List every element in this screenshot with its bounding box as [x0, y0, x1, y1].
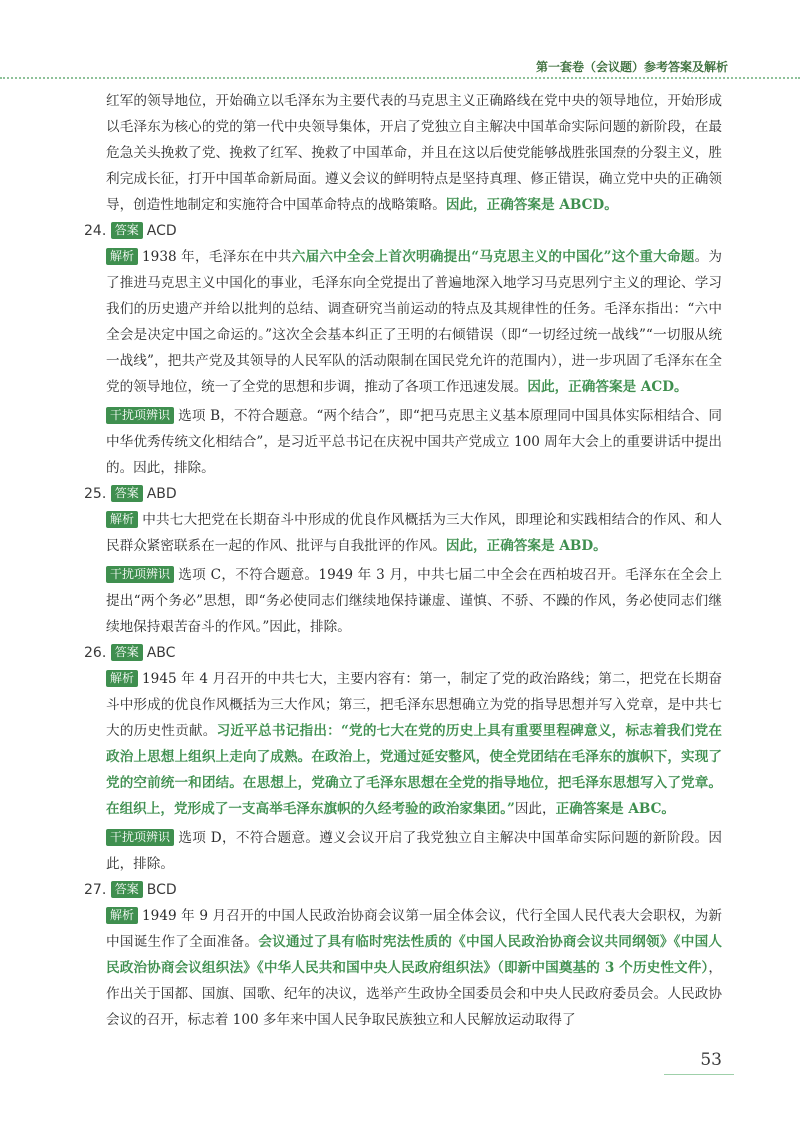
q24-highlight: 六届六中全会上首次明确提出“马克思主义的中国化”这个重大命题 [291, 249, 695, 265]
q26-answer: ABC [146, 645, 176, 661]
q24-number: 24. [84, 223, 107, 239]
q26-analysis [82, 666, 722, 822]
q27-answer-row [84, 877, 722, 903]
q25-number: 25. [84, 486, 107, 502]
q25-analysis-text: 中共七大把党在长期奋斗中形成的优良作风概括为三大作风，即理论和实践相结合的作风、和人民群众紧密联系在一起的作风、批评与自我批评的作风。 [106, 512, 722, 554]
answer-tag: 答案 [111, 881, 143, 898]
q26-answer-row [84, 640, 722, 666]
q26-distractor [82, 825, 722, 877]
q27-analysis [82, 903, 722, 1033]
q24-analysis [82, 244, 722, 400]
q23-analysis-continued [82, 88, 722, 218]
q26-highlight: 习近平总书记指出：“党的七大在党的历史上具有重要里程碑意义，标志着我们党在政治上思想上组织上走向了成熟。在政治上，党通过延安整风，使全党团结在毛泽东的旗帜下，实现了党的空前统一和团结。在思想上，党确立了毛泽东思想在全党的指导地位，把毛泽东思想写入了党章。在组织上，党形成了一支高举毛泽东旗帜的久经考验的政治家集团。” [106, 723, 722, 817]
q27-analysis-text: 1949 年 9 月召开的中国人民政治协商会议第一届全体会议，代行全国人民代表大会职权，为新中国诞生作了全面准备。 [106, 908, 722, 950]
distractor-tag: 干扰项辨识 [106, 566, 174, 583]
answer-tag: 答案 [111, 644, 143, 661]
page-header [0, 40, 800, 80]
distractor-tag: 干扰项辨识 [106, 407, 174, 424]
q25-conclusion: 因此，正确答案是 ABD。 [445, 538, 607, 554]
q25-answer-row [84, 481, 722, 507]
q24-conclusion: 因此，正确答案是 ACD。 [527, 379, 688, 395]
q24-distractor-text: 选项 B，不符合题意。“两个结合”，即“把马克思主义基本原理同中国具体实际相结合、同中华优秀传统文化相结合”，是习近平总书记在庆祝中国共产党成立 100 周年大会上的重要讲话中提出的。因此，排除。 [106, 408, 722, 476]
analysis-tag: 解析 [106, 248, 138, 265]
q25-distractor-text: 选项 C，不符合题意。1949 年 3 月，中共七届二中全会在西柏坡召开。毛泽东在全会上提出“两个务必”思想，即“务必使同志们继续地保持谦虚、谨慎、不骄、不躁的作风，务必使同志们继续地保持艰苦奋斗的作风。”因此，排除。 [106, 567, 722, 635]
distractor-tag: 干扰项辨识 [106, 829, 174, 846]
answer-tag: 答案 [111, 485, 143, 502]
q25-distractor [82, 562, 722, 640]
header-divider [0, 77, 800, 79]
q26-analysis-tail: 因此， [514, 801, 556, 817]
analysis-tag: 解析 [106, 670, 138, 687]
page-content [82, 88, 722, 1033]
page-number-rule [664, 1074, 734, 1075]
q27-answer: BCD [146, 882, 177, 898]
q24-answer: ACD [146, 223, 177, 239]
q24-analysis-text: 1938 年，毛泽东在中共 [142, 249, 292, 265]
q25-answer: ABD [146, 486, 177, 502]
q24-analysis-body: 。为了推进马克思主义中国化的事业，毛泽东向全党提出了普遍地深入地学习马克思列宁主义的理论、学习我们的历史遗产并给以批判的总结、调查研究当前运动的特点及其规律性的任务。毛泽东指出：“六中全会是决定中国之命运的。”这次全会基本纠正了王明的右倾错误（即“一切经过统一战线”“一切服从统一战线”，把共产党及其领导的人民军队的活动限制在国民党允许的范围内），进一步巩固了毛泽东在全党的领导地位，统一了全党的思想和步调，推动了各项工作迅速发展。 [106, 249, 723, 395]
q27-highlight: 会议通过了具有临时宪法性质的《中国人民政治协商会议共同纲领》《中国人民政治协商会议组织法》《中华人民共和国中央人民政府组织法》（即新中国奠基的 3 个历史性文件） [106, 934, 723, 976]
q26-distractor-text: 选项 D，不符合题意。遵义会议开启了我党独立自主解决中国革命实际问题的新阶段。因此，排除。 [106, 830, 722, 872]
q26-number: 26. [84, 645, 107, 661]
q24-distractor [82, 403, 722, 481]
q27-analysis-tail: ，作出关于国都、国旗、国歌、纪年的决议，选举产生政协全国委员会和中央人民政府委员会。人民政协会议的召开，标志着 100 多年来中国人民争取民族独立和人民解放运动取得了 [106, 960, 722, 1028]
q26-conclusion: 正确答案是 ABC。 [555, 801, 676, 817]
page-number: 53 [700, 1050, 722, 1070]
q25-analysis [82, 507, 722, 559]
answer-tag: 答案 [111, 222, 143, 239]
analysis-tag: 解析 [106, 907, 138, 924]
q23-conclusion: 因此，正确答案是 ABCD。 [445, 197, 618, 213]
q23-text: 红军的领导地位，开始确立以毛泽东为主要代表的马克思主义正确路线在党中央的领导地位，开始形成以毛泽东为核心的党的第一代中央领导集体，开启了党独立自主解决中国革命实际问题的新阶段，在最危急关头挽救了党、挽救了红军、挽救了中国革命，并且在这以后使党能够战胜张国焘的分裂主义，胜利完成长征，打开中国革命新局面。遵义会议的鲜明特点是坚持真理、修正错误，确立党中央的正确领导，创造性地制定和实施符合中国革命特点的战略策略。 [106, 93, 722, 213]
header-title: 第一套卷（会议题）参考答案及解析 [535, 60, 728, 74]
analysis-tag: 解析 [106, 511, 138, 528]
q26-analysis-text: 1945 年 4 月召开的中共七大，主要内容有：第一，制定了党的政治路线；第二，把党在长期奋斗中形成的优良作风概括为三大作风；第三，把毛泽东思想确立为党的指导思想并写入党章，是中共七大的历史性贡献。 [106, 671, 722, 739]
q24-answer-row [84, 218, 722, 244]
q27-number: 27. [84, 882, 107, 898]
